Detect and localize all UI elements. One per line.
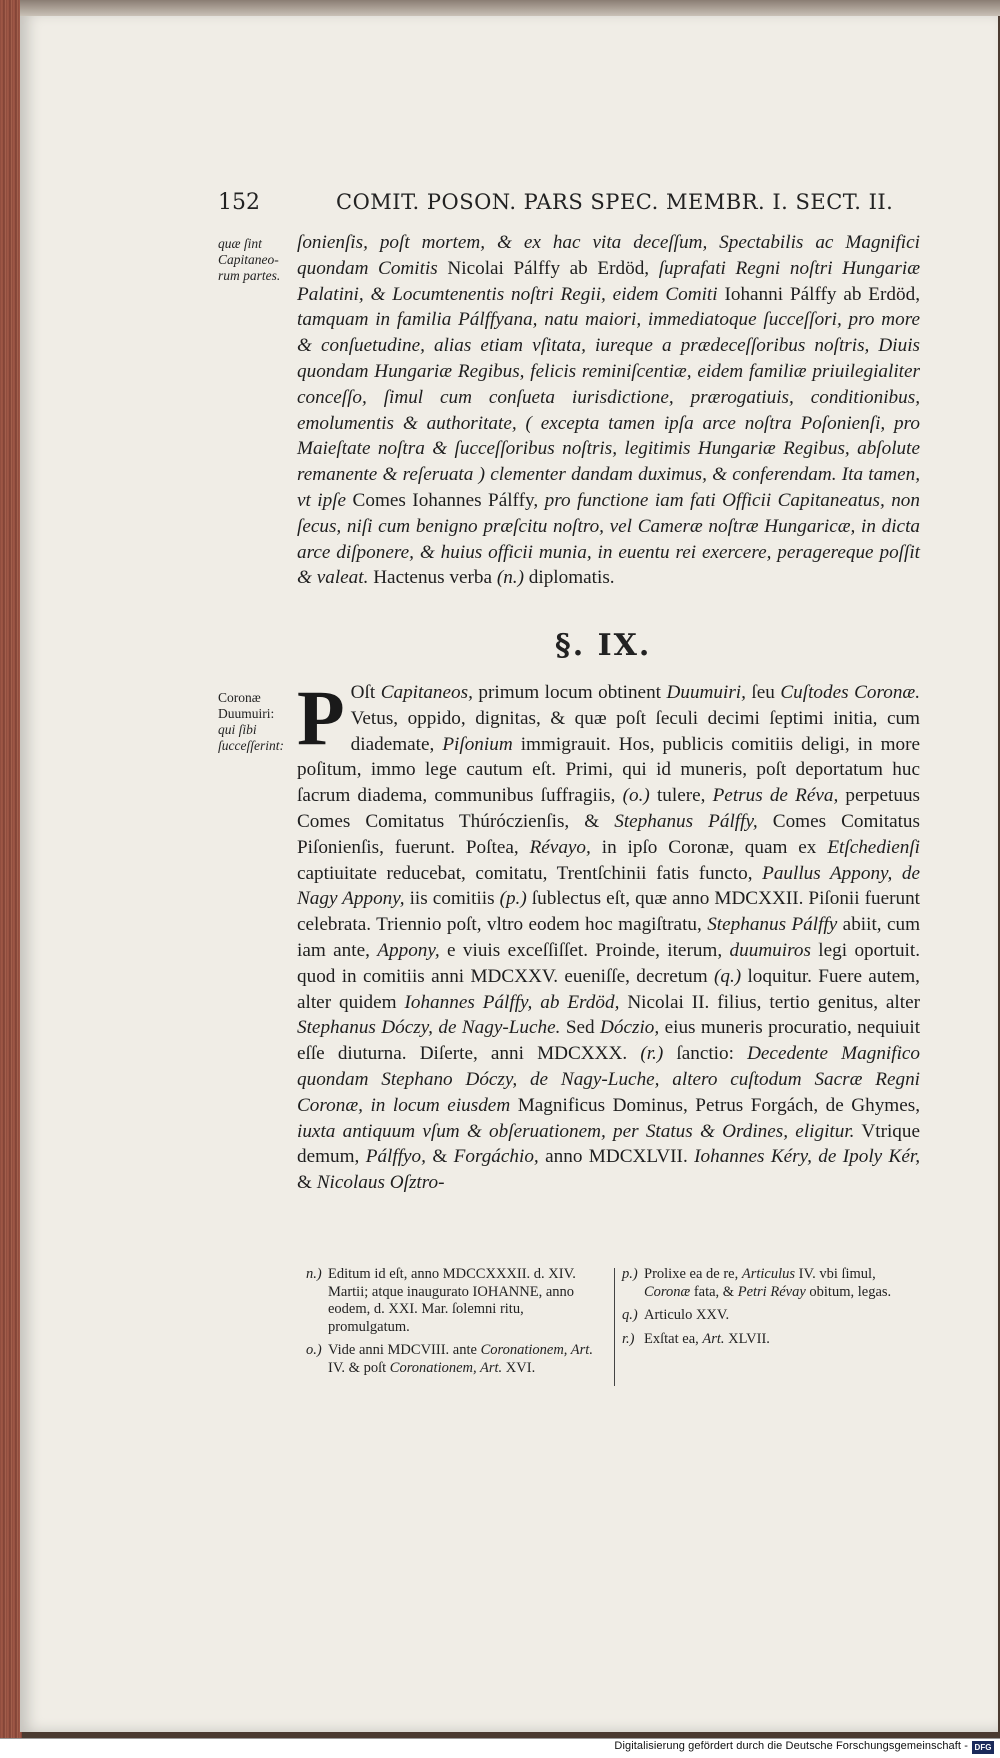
text-run: perpetuus Comes Comitatus Thúróczienſis, & — [297, 785, 921, 832]
text-run: Articulus — [741, 1266, 796, 1282]
margin-note-duumuiri — [218, 690, 290, 754]
text-run: Coronæ — [644, 1283, 691, 1300]
text-run: Coronationem, Art. — [389, 1359, 503, 1376]
text-run: Stephanus Pálffy — [707, 914, 838, 936]
footnote-mark: n.) — [306, 1266, 322, 1282]
text-run: Sed — [565, 1017, 595, 1039]
footnote-ref: (o.) — [622, 785, 650, 807]
text-run: Vtrique demum, — [297, 1120, 920, 1168]
text-run: Pálffyo, — [365, 1146, 426, 1168]
footnote-ref: (q.) — [713, 965, 742, 987]
text-run: tulere, — [656, 785, 706, 807]
footer-credit: Digitalisierung gefördert durch die Deutsche Forschungsgemeinschaft - — [614, 1740, 968, 1752]
text-run: Duumuiri, — [666, 682, 746, 703]
footnote-ref: (n.) — [496, 567, 524, 589]
text-run: Iohannes Pálffy, ab Erdöd, — [404, 991, 620, 1013]
text-run: iis comitiis — [409, 888, 495, 910]
text-run: Petri Révay — [737, 1283, 806, 1300]
footnote-text — [644, 1266, 912, 1301]
text-run: ſonienſis, poſt mortem, & ex hac vita deceſſum, Spectabilis ac Magnifici quondam Comitis — [297, 232, 920, 279]
text-run: Etſchedienſi — [827, 836, 921, 858]
text-run: ſanctio: — [676, 1043, 734, 1065]
footnote-text — [644, 1331, 912, 1349]
text-run: Dóczio, — [600, 1017, 660, 1039]
text-run: XLVII. — [728, 1330, 770, 1347]
text-run: Cuſtodes Coronæ. — [780, 682, 921, 703]
text-run: fata, & — [693, 1283, 735, 1300]
text-run: Nicolai II. filius, tertio genitus, alter — [627, 991, 920, 1013]
footnotes-right-column — [622, 1266, 912, 1354]
margin-note-roman: Coronæ Duumuiri: — [218, 690, 275, 721]
footnote-o — [306, 1342, 608, 1377]
book-edge — [0, 0, 22, 1757]
text-run: abiit, cum iam ante, — [297, 914, 920, 961]
footnote-r — [622, 1331, 912, 1349]
text-run: Stephanus Pálffy, — [614, 810, 758, 832]
footnote-n — [306, 1266, 608, 1336]
text-run: Art. — [702, 1330, 725, 1347]
text-run: Nicolaus Oſztro- — [316, 1172, 445, 1194]
text-run: Decedente Magnifico quondam Stephano Dóczy, de Nagy-Luche, altero cuſtodum Sacræ Regni Coronæ, in locum eiusdem — [297, 1043, 921, 1116]
text-run: & — [297, 1172, 312, 1194]
dfg-logo-icon: DFG — [972, 1741, 994, 1754]
page-number: 152 — [218, 190, 260, 215]
footnote-mark: o.) — [306, 1342, 322, 1358]
footnote-q — [622, 1307, 912, 1325]
text-run: Oſt — [350, 682, 376, 703]
text-run: diplomatis. — [528, 567, 615, 589]
text-run: legi oportuit. quod in comitiis anni MDCXXV. eueniſſe, decretum — [297, 939, 920, 987]
drop-cap: P — [297, 674, 345, 761]
margin-note-italic: qui ſibi ſucceſſerint: — [218, 722, 284, 753]
text-run: obitum, legas. — [809, 1283, 892, 1300]
text-run: primum locum obtinent — [478, 682, 661, 703]
text-run: tamquam in familia Pálffyana, natu maiori, immediatoque ſucceſſori, pro more & conſuetudine, alias etiam vſitata, iureque a prædeceſſoribus noſtris, Diuis quondam Hungariæ Regibus, felicis reminiſcentiæ, eidem familiæ priuilegialiter conceſſo, ſimul cum conſueta iurisdictione, prærogatiuis, conditionibus, emolumentis & authoritate, ( excepta tamen ipſa arce noſtra Poſonienſi, pro Maieſtate noſtra & ſucceſſoribus noſtris, legitimis Hungariæ Regibus, abſolute remanente & reſeruata ) clementer dandam duximus, & conferendam. — [297, 309, 920, 486]
text-run: ſublectus eſt, quæ anno MDCXXII. Piſonii fuerunt celebrata. Triennio poſt, vltro eodem hoc magiſtratu, — [297, 888, 921, 936]
text-run: Prolixe ea de re, — [644, 1266, 739, 1282]
text-run: Vetus, oppido, dignitas, & quæ poſt ſeculi decimi ſeptimi initia, cum diademate, — [350, 707, 920, 755]
text-run: Iohannes Kéry, de Ipoly Kér, — [694, 1146, 920, 1168]
text-run: Nicolai Pálffy ab Erdöd, — [447, 257, 650, 279]
text-run: Ita tamen, vt ipſe — [297, 464, 920, 511]
text-run: Vide anni MDCVIII. ante — [328, 1342, 477, 1358]
text-run: loquitur. Fuere autem, alter quidem — [297, 965, 920, 1013]
text-run: in ipſo Coronæ, quam ex — [601, 836, 817, 858]
text-run: Forgáchio, — [453, 1146, 539, 1168]
text-run: Magnificus Dominus, Petrus Forgách, de Ghymes, — [517, 1094, 921, 1116]
text-run: Coronationem, Art. — [480, 1342, 593, 1358]
text-run: Iohanni Pálffy ab Erdöd, — [724, 283, 920, 305]
text-run: IV. & poſt — [328, 1359, 387, 1376]
margin-note-capitanei: quæ ſint Capitaneorum partes. — [218, 236, 281, 283]
footnote-text — [328, 1342, 608, 1377]
footnote-divider — [614, 1268, 615, 1386]
text-run: XVI. — [505, 1359, 536, 1376]
text-run: captiuitate reducebat, comitatu, Trentſchinii fatis functo, — [297, 862, 753, 884]
footnote-ref: (p.) — [499, 888, 527, 910]
text-run: Révayo, — [529, 836, 591, 858]
text-run: Comes Iohannes Pálffy, — [352, 489, 539, 511]
text-run: Exſtat ea, — [644, 1330, 699, 1347]
running-header: COMIT. POSON. PARS SPEC. MEMBR. I. SECT. II. — [336, 190, 894, 214]
text-run: Stephanus Dóczy, de Nagy-Luche. — [297, 1017, 561, 1039]
text-run: Hactenus verba — [373, 567, 493, 589]
text-run: Piſonium — [442, 733, 513, 755]
text-run: Paullus Appony, de Nagy Appony, — [297, 862, 920, 910]
text-run: ſuprafati Regni noſtri Hungariæ Palatini, & Locumtenentis noſtri Regii, eidem Comiti — [297, 257, 920, 305]
paragraph-section-ix — [297, 674, 921, 1196]
footnote-mark: r.) — [622, 1330, 635, 1347]
paragraph-diploma — [297, 230, 920, 591]
text-run: duumuiros — [729, 939, 811, 961]
text-run: IV. vbi ſimul, — [798, 1266, 876, 1282]
text-run: pro functione iam fati Officii Capitaneatus, non ſecus, niſi cum benigno præſcitu noſtro, vel Cameræ noſtræ Hungaricæ, in dicta arce diſponere, & huius officii munia, in euentu rei exercere, peragereque poſſit & valeat. — [297, 489, 920, 589]
page-top-edge — [20, 0, 1000, 16]
text-run: Capitaneos, — [380, 682, 473, 703]
text-run: ſeu — [751, 682, 775, 703]
footnote-p — [622, 1266, 912, 1301]
text-run: Comes Comitatus Piſonienſis, fuerunt. Poſtea, — [297, 810, 920, 858]
footnotes-left-column — [306, 1266, 608, 1383]
text-run: iuxta antiquum vſum & obſeruationem, per Status & Ordines, eligitur. — [297, 1120, 855, 1142]
footnote-mark: p.) — [622, 1266, 638, 1282]
text-run: Petrus de Réva, — [712, 785, 839, 807]
section-heading: §. IX. — [555, 628, 652, 663]
text-run: immigrauit. Hos, publicis comitiis deligi, in more poſitum, immo lege cautum eſt. Primi, qui id muneris, poſt deportatum huc ſacrum diadema, communibus ſuffragiis, — [297, 733, 921, 807]
footnote-ref: (r.) — [640, 1043, 664, 1065]
text-run: e viuis exceſſiſſet. Proinde, iterum, — [447, 939, 723, 961]
text-run: Appony, — [377, 939, 440, 961]
footnote-mark: q.) — [622, 1307, 638, 1323]
text-run: & — [432, 1146, 448, 1168]
footnote-text: Editum id eſt, anno MDCCXXXII. d. XIV. Martii; atque inaugurato IOHANNE, anno eodem, d. XXI. Mar. ſolemni ritu, promulgatum. — [328, 1266, 576, 1335]
footnote-text: Articulo XXV. — [644, 1307, 730, 1323]
text-run: anno MDCXLVII. — [545, 1146, 688, 1168]
text-run: eius muneris procuratio, nequiuit eſſe diuturna. Diſerte, anni MDCXXX. — [297, 1017, 921, 1065]
